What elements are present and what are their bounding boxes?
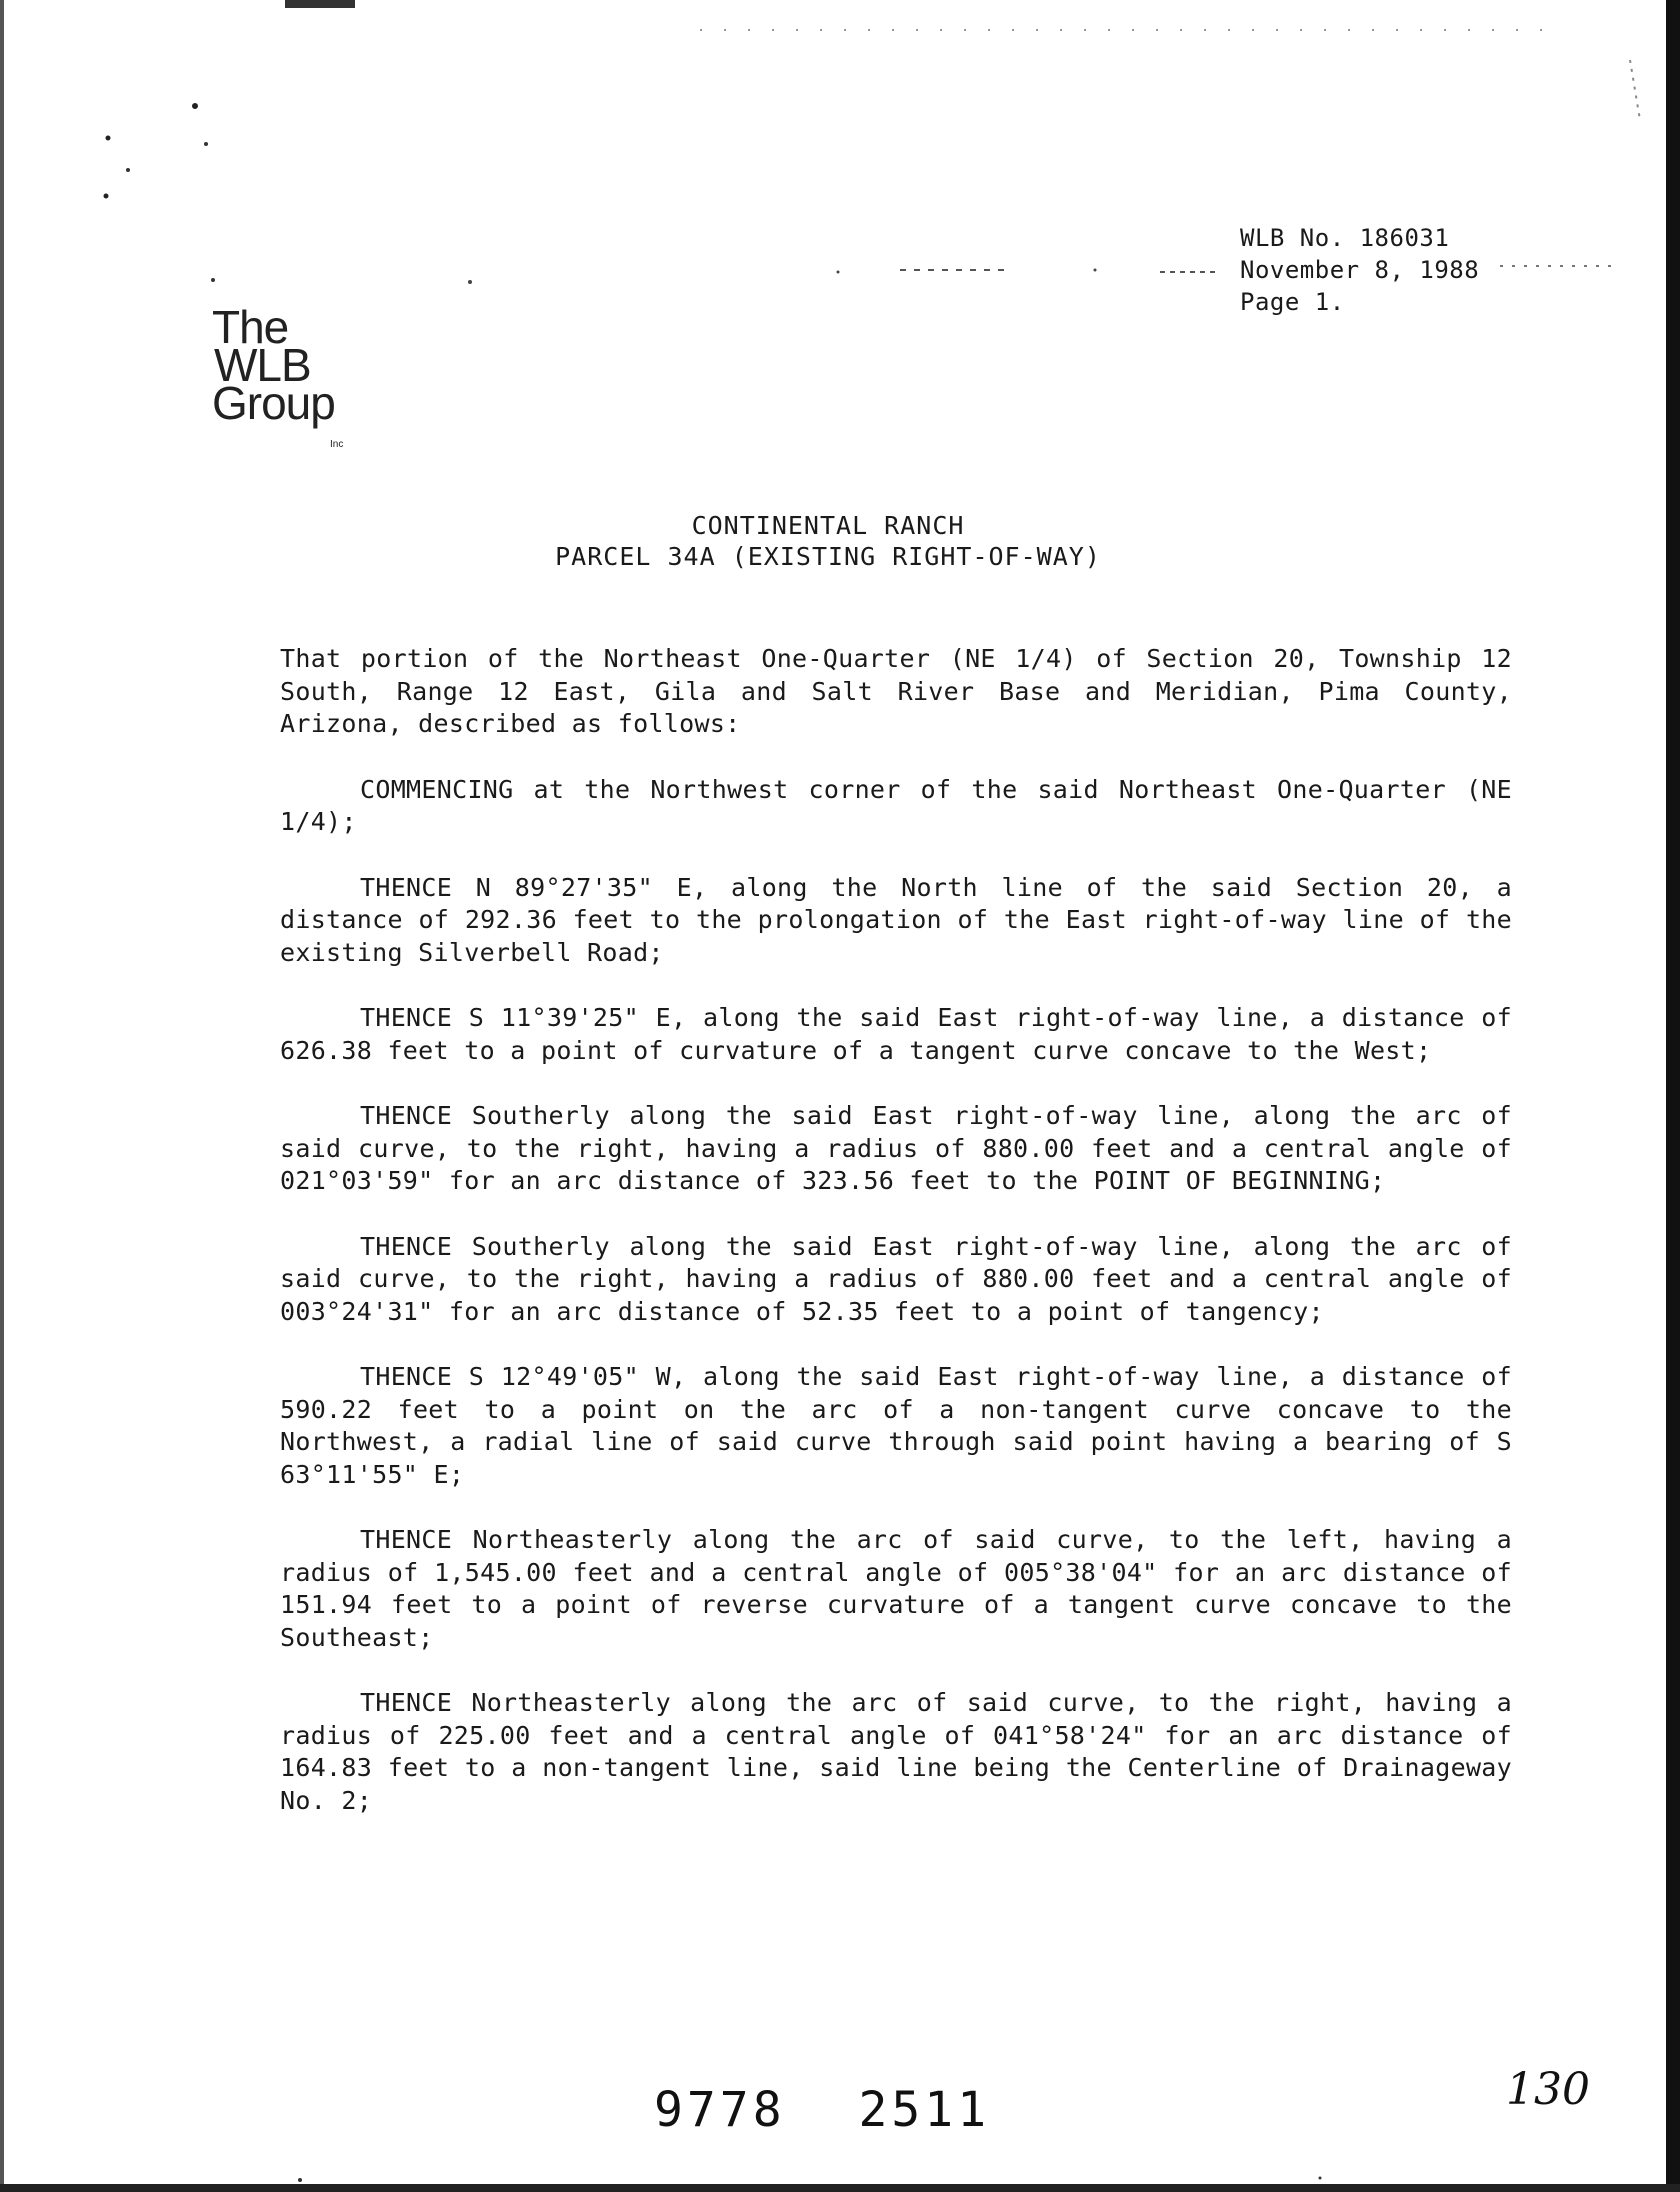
wlb-number: WLB No. 186031	[1240, 224, 1450, 252]
logo-line-the: The	[212, 301, 289, 353]
document-title	[0, 510, 1680, 572]
handwritten-page-number: 130	[1506, 2064, 1590, 2115]
scan-edge-left	[0, 0, 4, 2192]
paragraph-thence-2: THENCE S 11°39'25" E, along the said East right-of-way line, a distance of 626.38 feet to a point of curvature of a tangent curve concave to the West;	[280, 1003, 1512, 1065]
scan-edge-bottom	[0, 2184, 1680, 2192]
paragraph-intro: That portion of the Northeast One-Quarter (NE 1/4) of Section 20, Township 12 South, Range 12 East, Gila and Salt River Base and Meridian, Pima County, Arizona, described as follows:	[280, 644, 1512, 738]
title-line-1: CONTINENTAL RANCH	[691, 511, 965, 540]
scan-edge-right	[1666, 0, 1680, 2192]
logo-suffix: Inc	[330, 439, 344, 450]
paragraph-thence-5: THENCE S 12°49'05" W, along the said East right-of-way line, a distance of 590.22 feet to a point on the arc of a non-tangent curve concave to the Northwest, a radial line of said curve through said point having a bearing of S 63°11'55" E;	[280, 1362, 1512, 1489]
document-date: November 8, 1988	[1240, 256, 1480, 284]
logo-line-wlb: WLB	[214, 339, 311, 391]
paragraph-thence-4: THENCE Southerly along the said East right-of-way line, along the arc of said curve, to the right, having a radius of 880.00 feet and a central angle of 003°24'31" for an arc distance of 52.35 feet to a point of tangency;	[280, 1231, 1512, 1326]
paragraph-thence-7: THENCE Northeasterly along the arc of said curve, to the right, having a radius of 225.00 feet and a central angle of 041°58'24" for an arc distance of 164.83 feet to a non-tangent line, said line being the Centerline of Drainageway No. 2;	[280, 1688, 1512, 1815]
paragraph-thence-6: THENCE Northeasterly along the arc of said curve, to the left, having a radius of 1,545.00 feet and a central angle of 005°38'04" for an arc distance of 151.94 feet to a point of reverse curvature of a tangent curve concave to the Southeast;	[280, 1525, 1512, 1652]
wlb-group-logo	[212, 301, 344, 450]
footer-document-number: 9778 2511	[654, 2082, 991, 2138]
document-header	[1240, 222, 1479, 318]
paragraph-commencing: COMMENCING at the Northwest corner of the said Northeast One-Quarter (NE 1/4);	[280, 774, 1512, 836]
paragraph-thence-1: THENCE N 89°27'35" E, along the North line of the said Section 20, a distance of 292.36 feet to the prolongation of the East right-of-way line of the existing Silverbell Road;	[280, 872, 1512, 967]
logo-line-group: Group	[212, 377, 335, 429]
paragraph-thence-3: THENCE Southerly along the said East right-of-way line, along the arc of said curve, to the right, having a radius of 880.00 feet and a central angle of 021°03'59" for an arc distance of 323.56 feet to the POINT OF BEGINNING;	[280, 1101, 1512, 1195]
legal-description	[280, 643, 1512, 1850]
page-number: Page 1.	[1240, 288, 1345, 316]
title-line-2: PARCEL 34A (EXISTING RIGHT-OF-WAY)	[555, 542, 1101, 571]
